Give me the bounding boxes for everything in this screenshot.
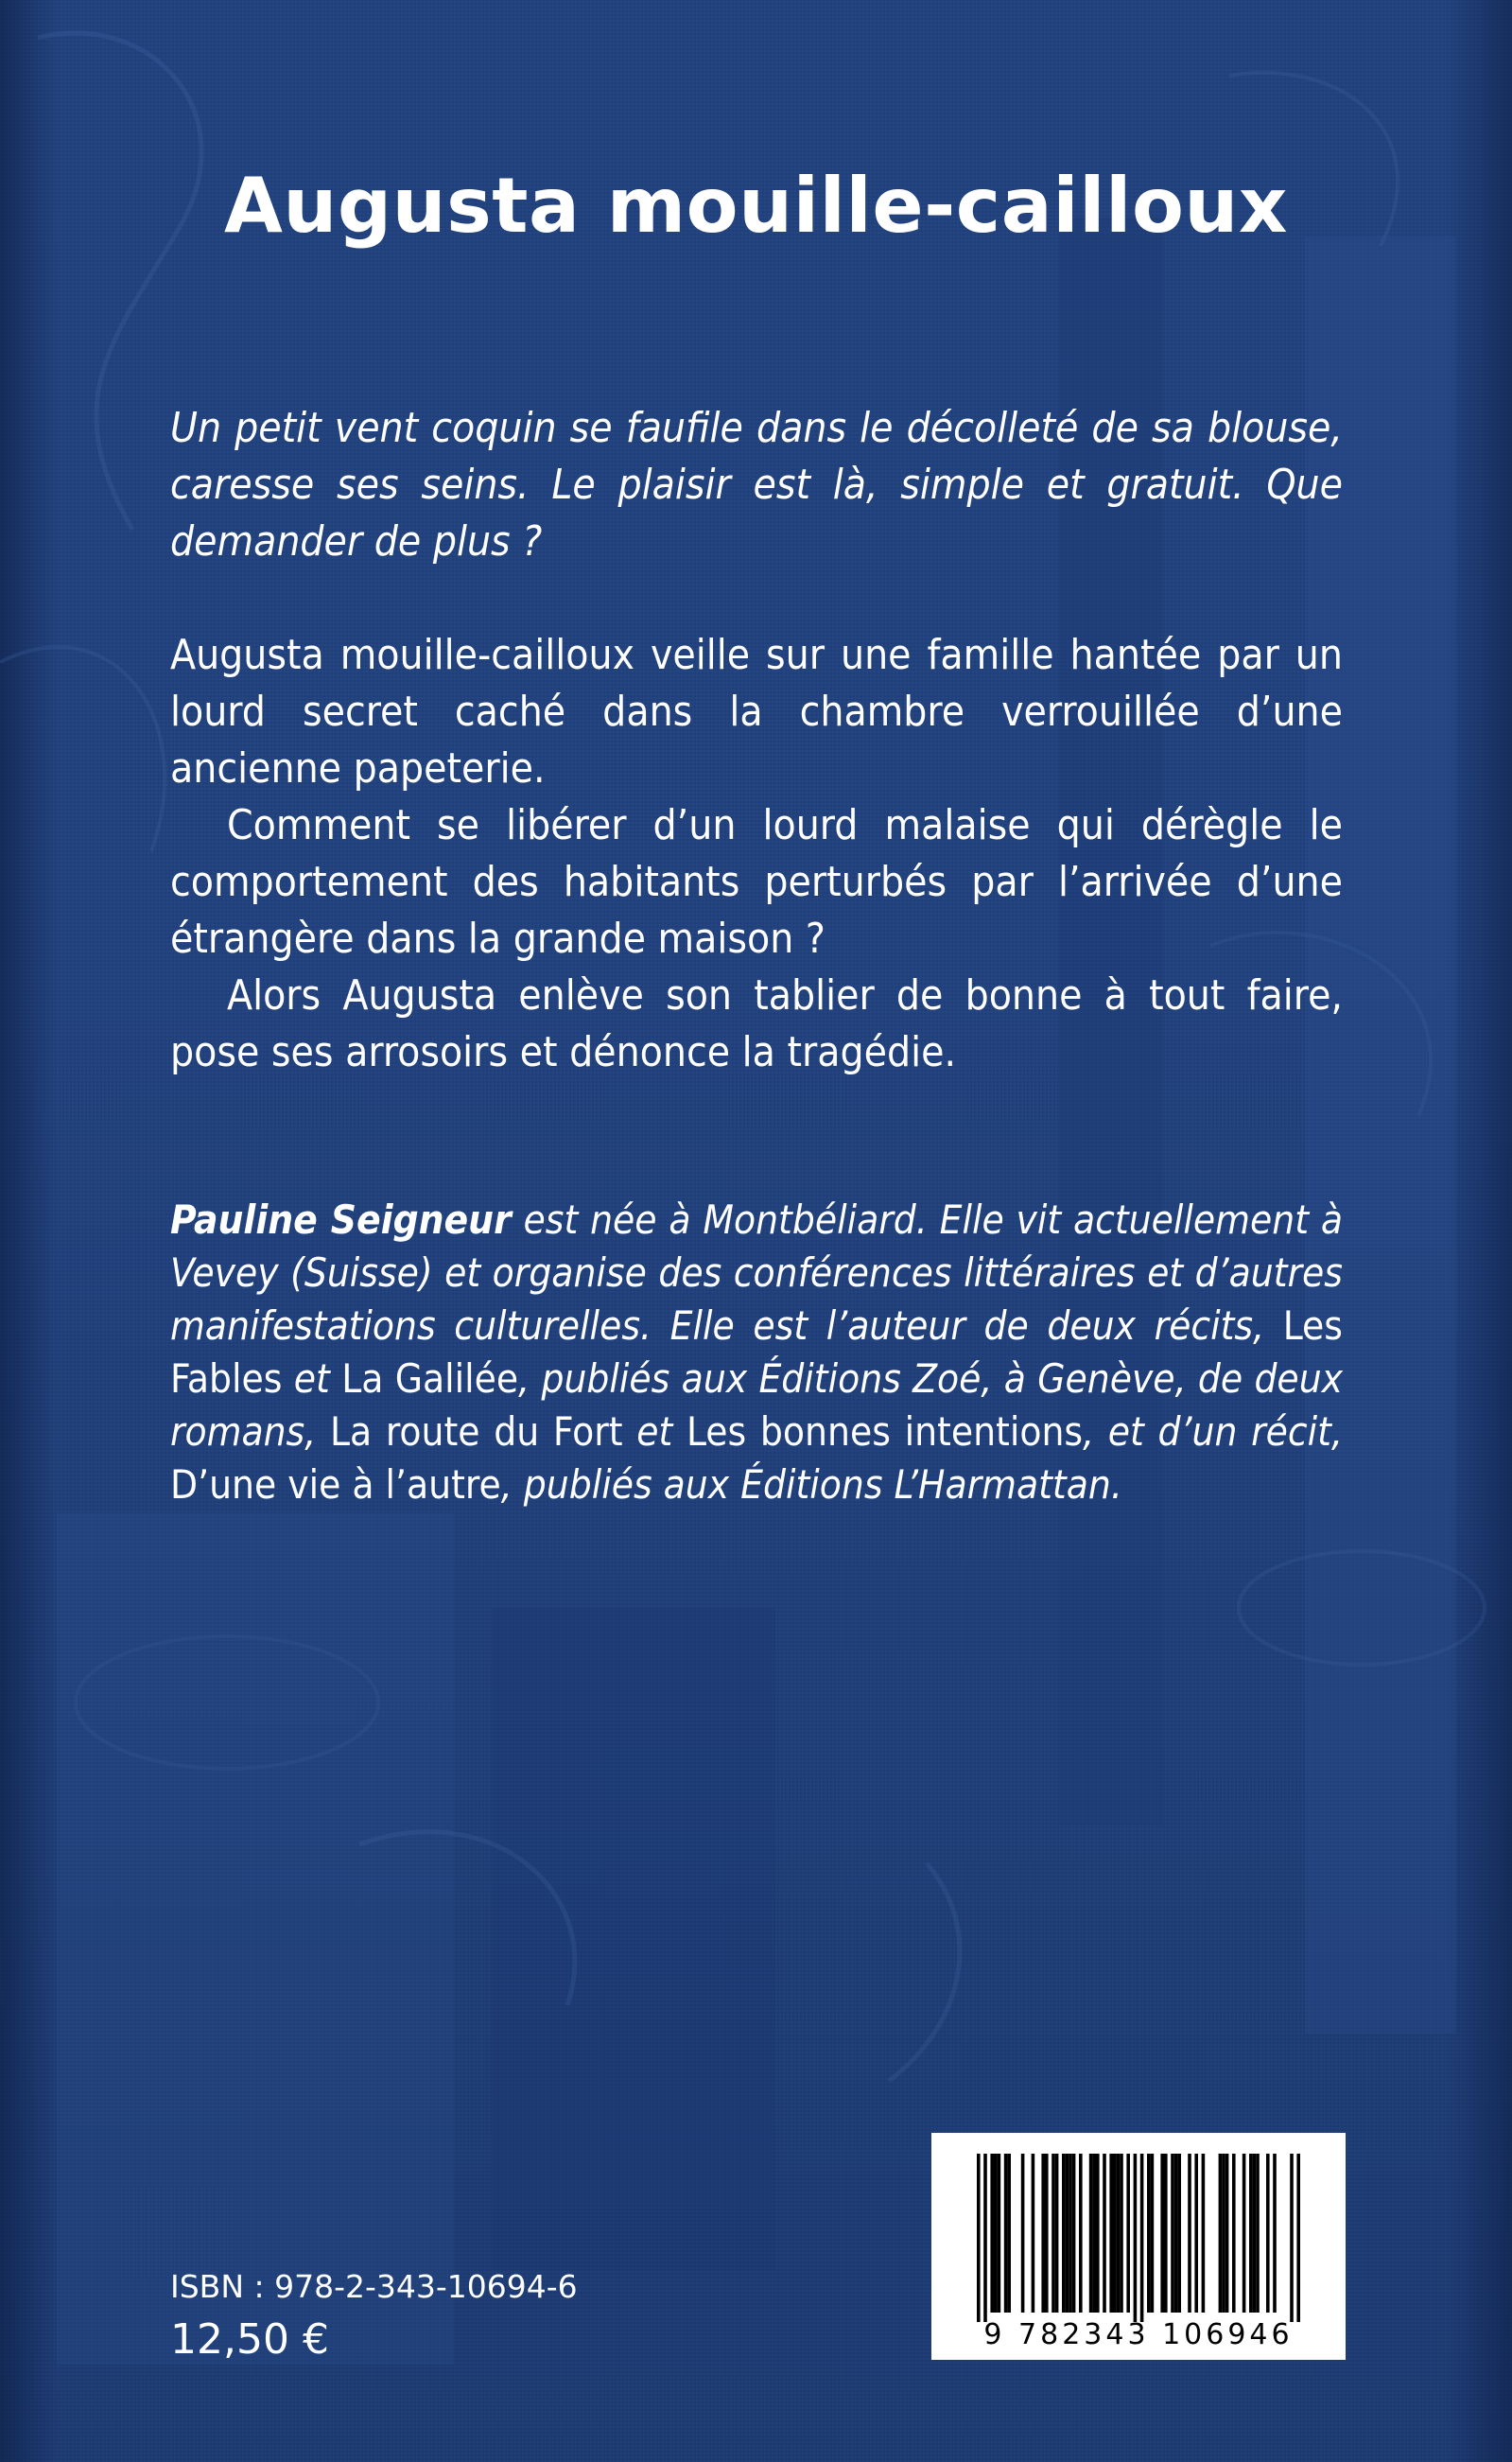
bio-part-2: , publiés aux Éditions Zoé, à Genève, de deux romans, bbox=[170, 1355, 1343, 1455]
barcode-bar bbox=[998, 2154, 1001, 2313]
barcode-bar bbox=[1140, 2154, 1144, 2322]
barcode-bar bbox=[1066, 2154, 1069, 2313]
barcode-bar bbox=[1092, 2154, 1096, 2313]
barcode-bar bbox=[1243, 2154, 1246, 2313]
barcode-bar bbox=[1069, 2154, 1072, 2313]
barcode-bar bbox=[1079, 2154, 1083, 2313]
author-bio-text bbox=[170, 1194, 1343, 1511]
teaser-paragraph bbox=[170, 400, 1343, 570]
barcode-bar bbox=[1120, 2154, 1123, 2313]
barcode-bar bbox=[1160, 2154, 1164, 2313]
author-name: Pauline Seigneur bbox=[170, 1196, 512, 1243]
bio-work-5: D’une vie à l’autre bbox=[170, 1461, 501, 1508]
summary-paragraph-2: Comment se libérer d’un lourd malaise qui dérègle le comportement des habitants perturbés par l’arrivée d’une étrangère dans la grande maison ? bbox=[170, 801, 1343, 963]
barcode-bar bbox=[983, 2154, 987, 2322]
bio-work-4: Les bonnes intentions bbox=[686, 1408, 1084, 1455]
summary-paragraph-1: Augusta mouille-cailloux veille sur une famille hantée par un lourd secret caché dans la chambre verrouillée d’une ancienne papeterie. bbox=[170, 631, 1343, 793]
isbn-label: ISBN : 978-2-343-10694-6 bbox=[170, 2268, 578, 2305]
barcode-bar bbox=[1225, 2154, 1229, 2313]
barcode-bar bbox=[1041, 2154, 1045, 2313]
barcode-bar bbox=[1109, 2154, 1113, 2313]
barcode-bar bbox=[1222, 2154, 1225, 2313]
bio-part-1: est née à Montbéliard. Elle vit actuellement à Vevey (Suisse) et organise des conférences littéraires et d’autres manifestations culturelles. Elle est l’auteur de deux récits, bbox=[170, 1196, 1343, 1349]
barcode-bar bbox=[1171, 2154, 1174, 2313]
bio-work-2: La Galilée bbox=[341, 1355, 519, 1402]
barcode-bar bbox=[1232, 2154, 1236, 2313]
barcode-bar bbox=[1164, 2154, 1168, 2313]
barcode-bar bbox=[1062, 2154, 1066, 2313]
barcode-bar bbox=[1253, 2154, 1257, 2313]
barcode-bar bbox=[1296, 2154, 1300, 2322]
barcode-bar bbox=[1096, 2154, 1100, 2313]
barcode-bar bbox=[1126, 2154, 1130, 2313]
barcode-bar bbox=[1134, 2154, 1138, 2322]
barcode-bar bbox=[1174, 2154, 1178, 2313]
barcode-bar bbox=[1188, 2154, 1191, 2313]
barcode-bar bbox=[1177, 2154, 1181, 2313]
author-bio bbox=[170, 1194, 1343, 1511]
barcode-bar bbox=[977, 2154, 981, 2322]
barcode-bar bbox=[1249, 2154, 1253, 2313]
bio-work-3: La route du Fort bbox=[329, 1408, 623, 1455]
barcode-digits: 9 782343 106946 bbox=[983, 2318, 1294, 2351]
barcode-bar bbox=[1103, 2154, 1106, 2313]
barcode-bar bbox=[1117, 2154, 1121, 2313]
barcode bbox=[931, 2133, 1346, 2360]
barcode-bar bbox=[1147, 2154, 1151, 2313]
teaser-text: Un petit vent coquin se faufile dans le décolleté de sa blouse, caresse ses seins. Le plaisir est là, simple et gratuit. Que demander de plus ? bbox=[170, 404, 1343, 566]
barcode-bar bbox=[1021, 2154, 1025, 2313]
barcode-bar bbox=[1051, 2154, 1055, 2313]
barcode-bar bbox=[1266, 2154, 1270, 2313]
barcode-bar bbox=[994, 2154, 998, 2313]
barcode-bar bbox=[1256, 2154, 1260, 2313]
barcode-bar bbox=[1055, 2154, 1059, 2313]
barcode-bar bbox=[1007, 2154, 1011, 2313]
bio-and-1: et bbox=[282, 1355, 342, 1402]
barcode-bar bbox=[1032, 2154, 1035, 2313]
barcode-bar bbox=[1219, 2154, 1223, 2313]
barcode-bar bbox=[1004, 2154, 1008, 2313]
barcode-bar bbox=[1290, 2154, 1294, 2322]
bio-and-2: et bbox=[622, 1408, 686, 1455]
price-label: 12,50 € bbox=[170, 2315, 329, 2364]
bio-part-4: , publiés aux Éditions L’Harmattan. bbox=[500, 1461, 1122, 1508]
barcode-bars bbox=[931, 2133, 1346, 2322]
summary-section bbox=[170, 627, 1343, 1081]
bio-work-1: Les Fables bbox=[170, 1302, 1343, 1402]
barcode-bar bbox=[1113, 2154, 1117, 2313]
summary-paragraph-3: Alors Augusta enlève son tablier de bonne à tout faire, pose ses arrosoirs et dénonce la tragédie. bbox=[170, 971, 1343, 1076]
bio-part-3: , et d’un récit, bbox=[1083, 1408, 1343, 1455]
barcode-bar bbox=[990, 2154, 994, 2313]
barcode-bar bbox=[1045, 2154, 1049, 2313]
book-title: Augusta mouille-cailloux bbox=[224, 162, 1288, 250]
barcode-bar bbox=[1072, 2154, 1076, 2313]
barcode-bar bbox=[1089, 2154, 1093, 2313]
barcode-bar bbox=[1151, 2154, 1155, 2313]
barcode-bar bbox=[1273, 2154, 1277, 2313]
barcode-bar bbox=[1194, 2154, 1198, 2313]
barcode-bar bbox=[1202, 2154, 1206, 2313]
